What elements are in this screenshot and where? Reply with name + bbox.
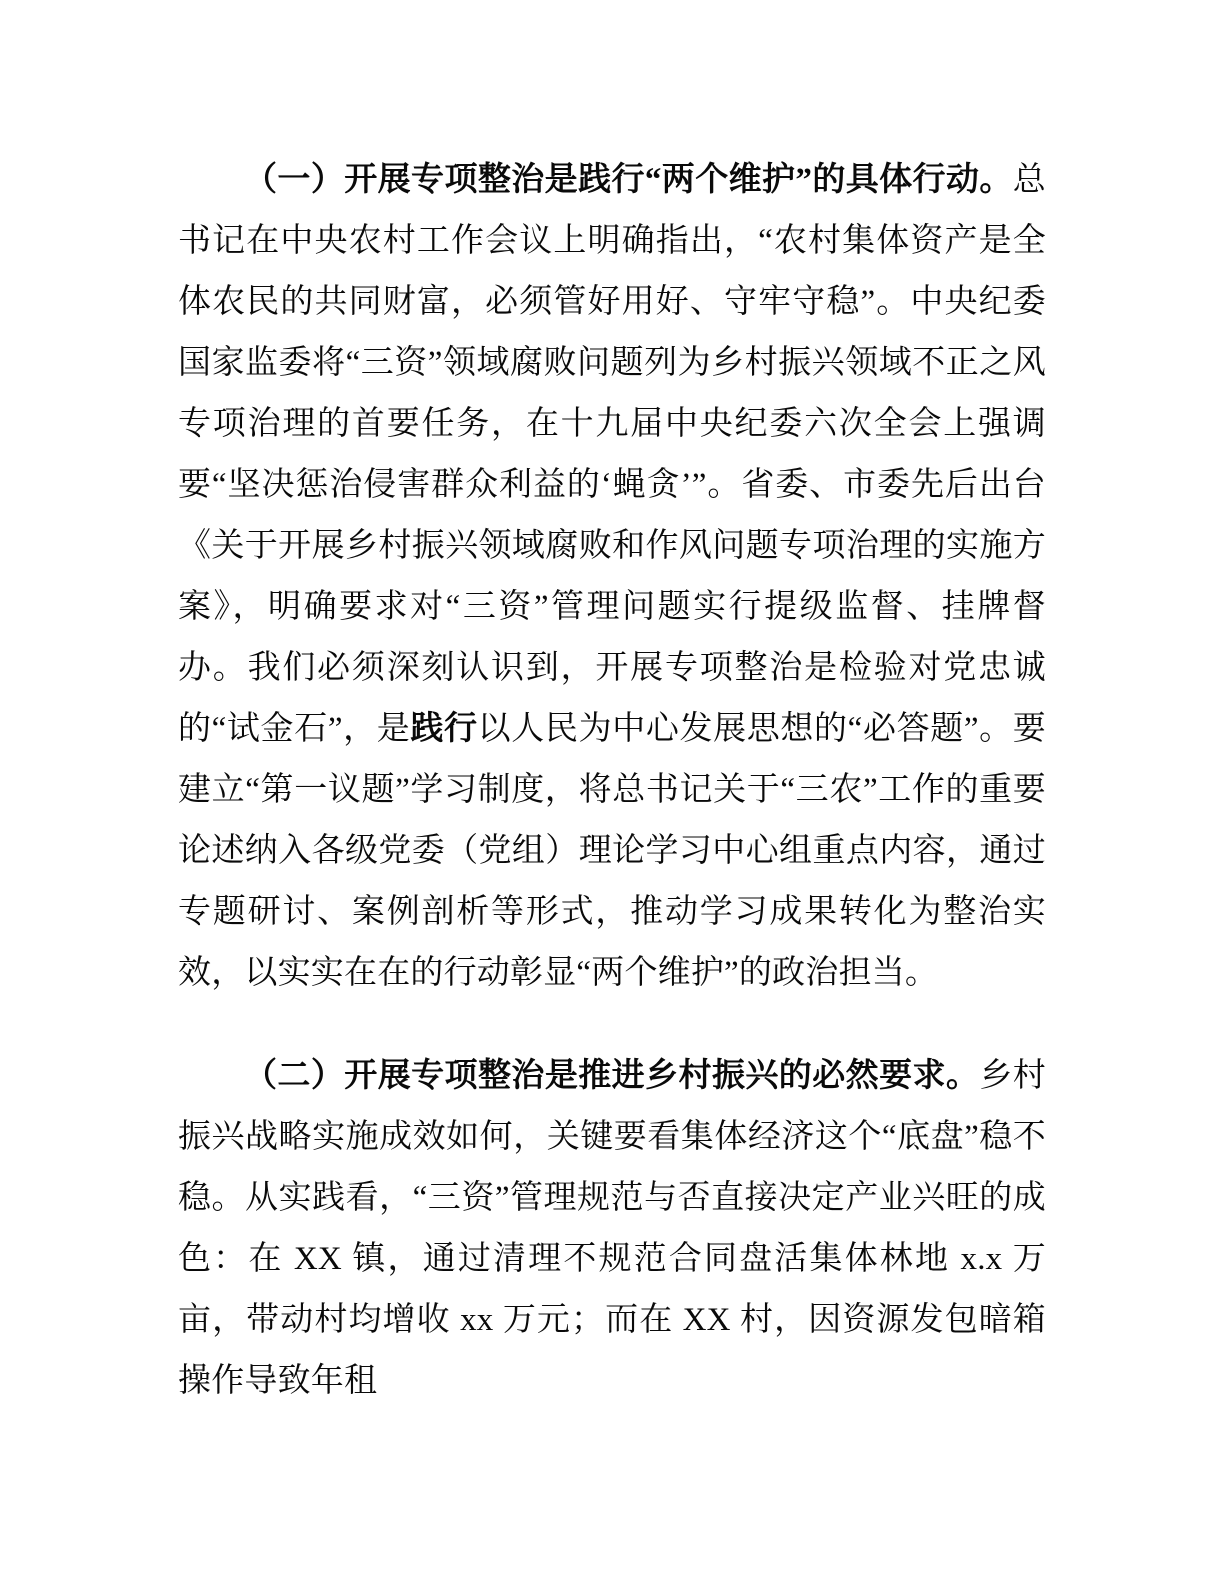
paragraph-section-2 bbox=[178, 1046, 1046, 1412]
paragraph-heading-2: （二）开展专项整治是推进乡村振兴的必然要求。 bbox=[244, 1058, 980, 1094]
paragraph-text-1a: 总书记在中央农村工作会议上明确指出，“农村集体资产是全体农民的共同财富，必须管好用好、守牢守稳”。中央纪委国家监委将“三资”领域腐败问题列为乡村振兴领域不正之风专项治理的首要任务，在十九届中央纪委六次全会上强调要“坚决惩治侵害群众利益的‘蝇贪’”。省委、市委先后出台《关于开展乡村振兴领域腐败和作风问题专项治理的实施方案》，明确要求对“三资”管理问题实行提级监督、挂牌督办。我们必须深刻认识到，开展专项整治是检验对党忠诚的“试金石”，是 bbox=[178, 162, 1046, 747]
paragraph-text-1b: 以人民为中心发展思想的“必答题”。要建立“第一议题”学习制度，将总书记关于“三农”工作的重要论述纳入各级党委（党组）理论学习中心组重点内容，通过专题研讨、案例剖析等形式，推动学习成果转化为整治实效，以实实在在的行动彰显“两个维护”的政治担当。 bbox=[178, 711, 1046, 991]
paragraph-section-1 bbox=[178, 150, 1046, 1004]
document-body bbox=[178, 150, 1046, 1412]
paragraph-heading-1: （一）开展专项整治是践行“两个维护”的具体行动。 bbox=[244, 162, 1013, 198]
paragraph-text-2a: 乡村振兴战略实施成效如何，关键要看集体经济这个“底盘”稳不稳。从实践看，“三资”管理规范与否直接决定产业兴旺的成色：在 XX 镇，通过清理不规范合同盘活集体林地 x.x 万亩，带动村均增收 xx 万元；而在 XX 村，因资源发包暗箱操作导致年租 bbox=[178, 1058, 1047, 1399]
paragraph-emphasis-1: 践行 bbox=[410, 711, 478, 747]
